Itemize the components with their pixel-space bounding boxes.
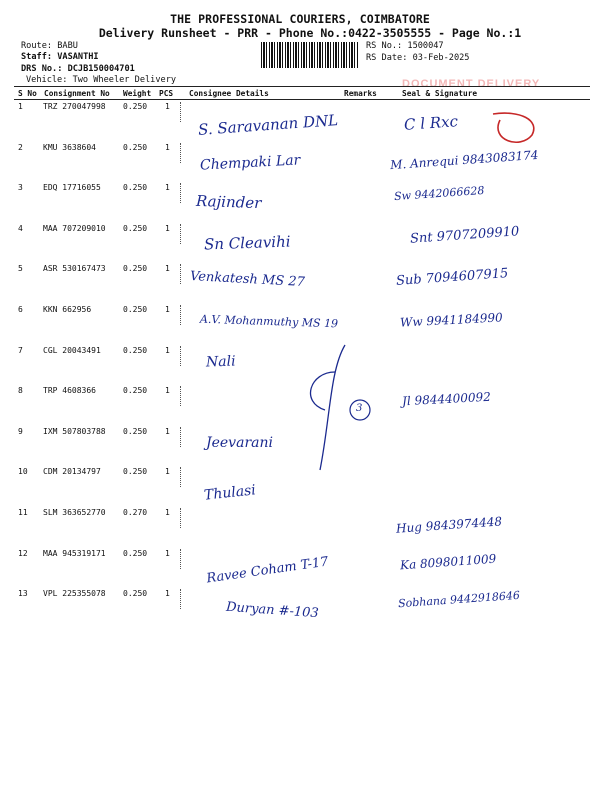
row-weight: 0.250: [123, 426, 148, 436]
rs-number: RS No.: 1500047: [366, 41, 444, 51]
col-seal-signature: Seal & Signature: [402, 89, 478, 98]
row-sno: 8: [18, 386, 23, 396]
row-weight: 0.250: [123, 223, 148, 233]
row-weight: 0.270: [123, 508, 148, 517]
company-title: THE PROFESSIONAL COURIERS, COIMBATORE: [170, 12, 430, 26]
row-consignment-no: EDQ 17716055: [43, 183, 101, 193]
row-sno: 7: [18, 345, 23, 355]
row-sno: 11: [18, 508, 28, 517]
row-consignment-no: CGL 20043491: [43, 345, 101, 355]
row-sno: 2: [18, 142, 23, 152]
row-sno: 6: [18, 305, 23, 314]
row-consignment-no: TRP 4608366: [43, 386, 96, 396]
circle-mark: 3: [356, 403, 363, 414]
row-pcs: 1: [165, 264, 170, 274]
row-consignee-handwriting: Nali: [205, 353, 236, 371]
row-consignee-handwriting: Venkatesh MS 27: [189, 269, 306, 291]
row-sno: 1: [18, 102, 23, 111]
row-signature-handwriting: Sub 7094607915: [395, 266, 509, 290]
col-weight: Weight: [123, 89, 152, 98]
row-weight: 0.250: [123, 305, 148, 314]
row-weight: 0.250: [123, 548, 148, 558]
row-pcs: 1: [165, 426, 170, 436]
row-signature-handwriting: Ka 8098011009: [399, 551, 497, 572]
row-consignment-no: MAA 945319171: [43, 548, 106, 558]
row-consignment-no: TRZ 270047998: [43, 102, 106, 111]
col-consignee: Consignee Details: [189, 89, 269, 98]
row-pcs: 1: [165, 386, 170, 396]
delivery-stamp: DOCUMENT DELIVERY: [402, 78, 541, 90]
row-signature-handwriting: M. Anrequi 9843083174: [389, 147, 539, 172]
row-weight: 0.250: [123, 386, 148, 396]
row-consignee-handwriting: Thulasi: [203, 482, 257, 505]
row-consignment-no: SLM 363652770: [43, 508, 106, 517]
row-pcs: 1: [165, 305, 170, 314]
row-weight: 0.250: [123, 467, 148, 477]
row-consignee-handwriting: A.V. Mohanmuthy MS 19: [199, 312, 339, 331]
row-sno: 4: [18, 223, 23, 233]
row-consignment-no: MAA 707209010: [43, 223, 106, 233]
row-sno: 10: [18, 467, 28, 477]
row-sno: 3: [18, 183, 23, 193]
row-signature-handwriting: Ww 9941184990: [399, 310, 504, 330]
row-pcs: 1: [165, 589, 170, 599]
row-pcs: 1: [165, 142, 170, 152]
row-weight: 0.250: [123, 142, 148, 152]
row-consignee-handwriting: Rajinder: [195, 192, 262, 213]
row-signature-handwriting: Sobhana 9442918646: [397, 588, 521, 611]
row-weight: 0.250: [123, 589, 148, 599]
row-pcs: 1: [165, 548, 170, 558]
row-sno: 9: [18, 426, 23, 436]
row-consignee-handwriting: Duryan #-103: [225, 599, 320, 622]
row-pcs: 1: [165, 467, 170, 477]
row-consignment-no: IXM 507803788: [43, 426, 106, 436]
row-consignee-handwriting: S. Saravanan DNL: [197, 111, 339, 139]
row-pcs: 1: [165, 345, 170, 355]
row-weight: 0.250: [123, 183, 148, 193]
row-signature-handwriting: Hug 9843974448: [395, 514, 503, 536]
row-weight: 0.250: [123, 345, 148, 355]
row-consignment-no: VPL 225355078: [43, 589, 106, 599]
row-weight: 0.250: [123, 264, 148, 274]
row-signature-handwriting: Snt 9707209910: [409, 224, 520, 247]
row-consignee-handwriting: Ravee Coham T-17: [205, 554, 330, 587]
drs-number: DRS No.: DCJB150004701: [21, 64, 135, 74]
row-signature-handwriting: Jl 9844400092: [401, 389, 492, 409]
row-consignee-handwriting: Jeevarani: [206, 434, 273, 451]
row-consignment-no: ASR 530167473: [43, 264, 106, 274]
row-consignment-no: KMU 3638604: [43, 142, 96, 152]
col-consignment: Consignment No: [44, 89, 110, 98]
row-consignee-handwriting: Sn Cleavihi: [203, 232, 291, 254]
row-pcs: 1: [165, 508, 170, 517]
row-pcs: 1: [165, 102, 170, 111]
row-sno: 12: [18, 548, 28, 558]
row-sno: 13: [18, 589, 28, 599]
col-sno: S No: [18, 89, 37, 98]
col-remarks: Remarks: [344, 89, 377, 98]
row-consignment-no: KKN 662956: [43, 305, 92, 314]
row-signature-handwriting: Sw 9442066628: [393, 184, 485, 204]
runsheet-title: Delivery Runsheet - PRR - Phone No.:0422-3505555 - Page No.:1: [98, 26, 522, 40]
row-consignee-handwriting: Chempaki Lar: [199, 151, 301, 174]
staff-label: Staff: VASANTHI: [21, 52, 99, 62]
row-pcs: 1: [165, 183, 170, 193]
row-sno: 5: [18, 264, 23, 274]
row-weight: 0.250: [123, 102, 148, 111]
vehicle-label: Vehicle: Two Wheeler Delivery: [26, 75, 177, 85]
row-consignment-no: CDM 20134797: [43, 467, 101, 477]
col-pcs: PCS: [159, 89, 174, 98]
row-pcs: 1: [165, 223, 170, 233]
row-signature-handwriting: C l Rxc: [403, 112, 459, 134]
route-label: Route: BABU: [21, 41, 78, 51]
rs-date: RS Date: 03-Feb-2025: [366, 53, 470, 63]
